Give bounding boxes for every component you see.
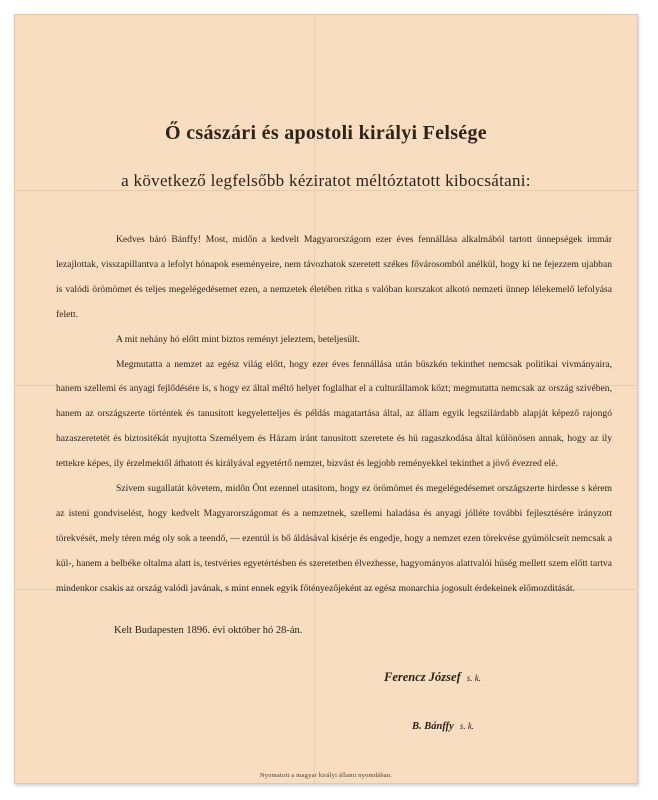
signature-suffix: s. k. (459, 721, 475, 731)
document-title: Ő császári és apostoli királyi Felsége (165, 122, 487, 144)
signature-name: B. Bánffy (412, 721, 454, 732)
signature-king (384, 670, 481, 685)
document-body (56, 228, 612, 602)
signature-suffix: s. k. (466, 673, 481, 683)
paragraph: A mit nehány hó előtt mint biztos reményt jeleztem, beteljesült. (116, 333, 360, 345)
printer-imprint: Nyomatott a magyar királyi állami nyomdában. (259, 772, 393, 779)
document-sheet (14, 14, 638, 784)
signature-minister (412, 721, 474, 732)
paragraph: Megmutatta a nemzet az egész világ előtt, hogy ezer éves fennállása után büszkén tekinthet nemcsak politikai vivmányaira, hanem szellemi és anyagi fejlődésére is, s hogy ez által méltó helyet foglalhat el a culturállamok közt; megmutatta nemcsak az ország szivében, hanem az országszerte történtek és tanusitott kegyeletteljes és példás magatartása által, az állam egyik legszilárdabb alapját képező rajongó hazaszeretetét és biztositékát nyujtotta Személyem és Házam iránt tanusitott szeretete és hü ragaszkodása által különösen annak, hogy az ily tettekre képes, ily érzelmektől áthatott és királyával egyetértő nemzet, bizvást és legjobb reményekkel tekinthet a jövő évezred elé. (56, 358, 612, 470)
dateline: Kelt Budapesten 1896. évi október hó 28-án. (114, 625, 303, 636)
paragraph: Kedves báró Bánffy! Most, midőn a kedvelt Magyarországom ezer éves fennállása alkalmából tartott ünnepségek immár lezajlottak, visszapillantva a lefolyt hónapok eseményeire, nem távozhatok szeretett székes fővárosomból anélkül, hogy ki ne fejezzem ujabban is valódi örömömet és teljes megelégedésemet ezen, a nemzetek életében ritka s valóban korszakot alkotó nemzeti ünnep lélekemelő lefolyása felett. (56, 234, 612, 320)
document-subtitle: a következő legfelsőbb kéziratot méltóztatott kibocsátani: (121, 171, 531, 190)
paragraph: Szivem sugallatát követem, midőn Önt ezennel utasitom, hogy ez örömömet és megelégedésemet országszerte hirdesse s kérem az isteni gondviselést, hogy kedvelt Magyarországomat és a nemzetnek, szellemi haladása és anyagi jólléte további fejlesztésére irányzott törekvését, mely téren még oly sok a teendő, — ezentúl is bő áldásával kisérje és engedje, hogy a nemzet ezen törekvése gyümölcseit nemcsak a kül-, hanem a belbéke oltalma alatt is, testvéries egyetértésben és szeretetben élvezhesse, hagyományos alattvalói hüség mellett szem előtt tartva mindenkor csakis az ország valódi javának, s mint ennek egyik főtényezőjeként az egész monarchia jogosult érdekeinek előmozditását. (56, 483, 612, 594)
signature-name: Ferencz József (384, 670, 461, 684)
